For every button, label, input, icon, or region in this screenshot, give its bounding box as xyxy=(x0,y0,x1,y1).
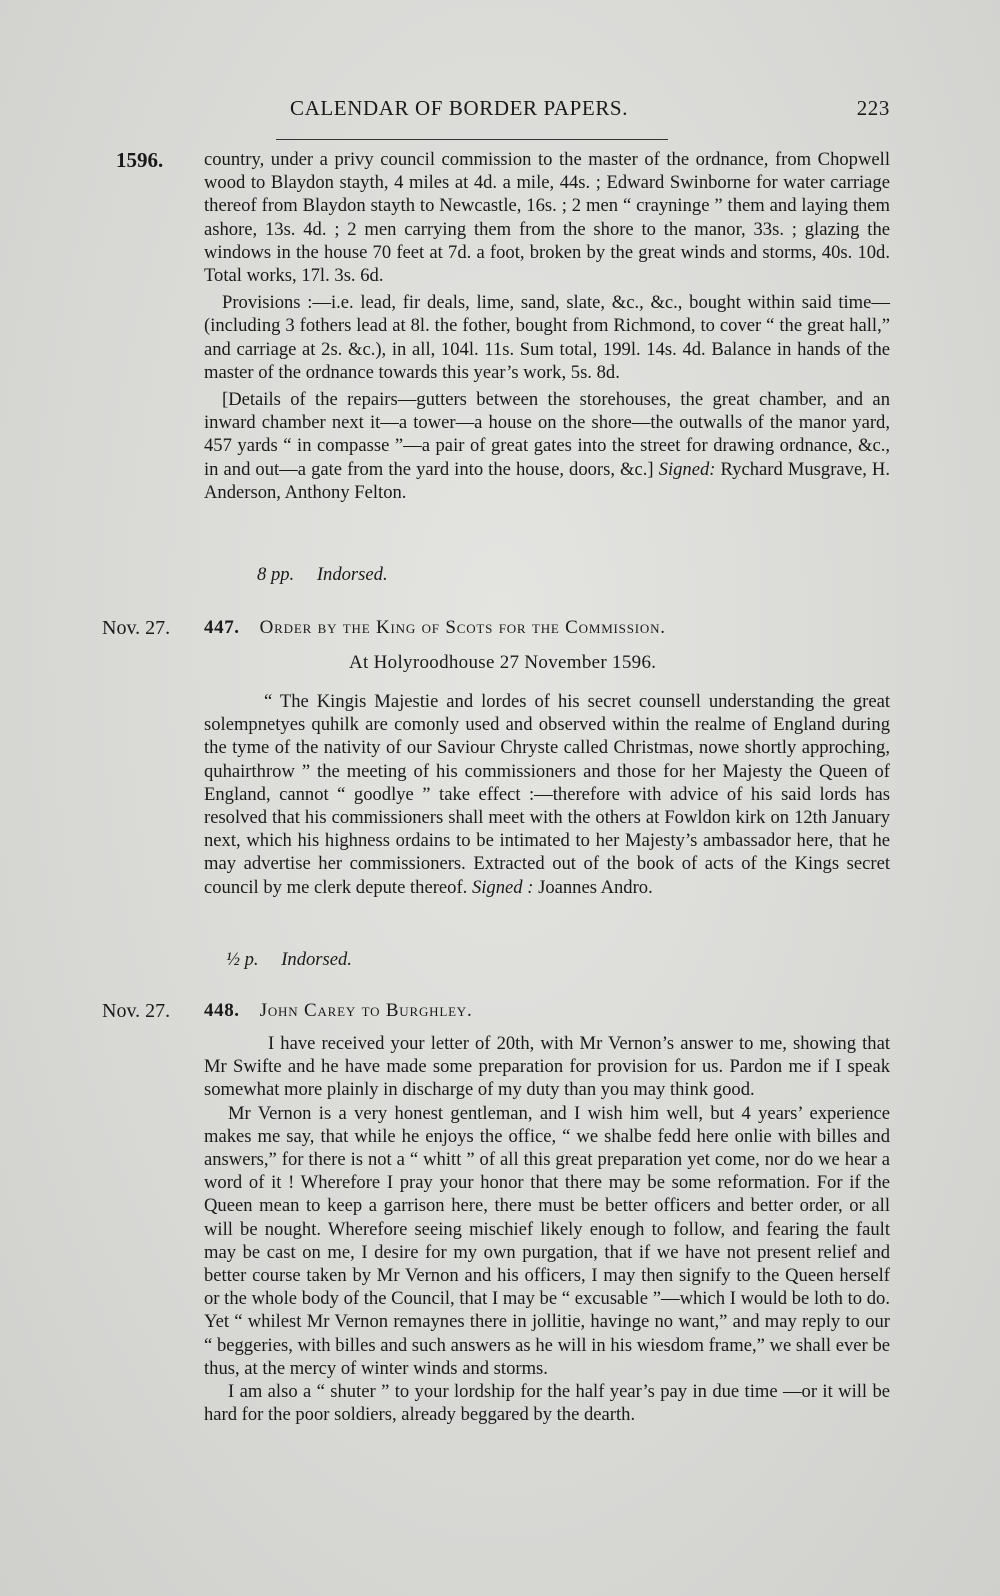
entry-date: Nov. 27. xyxy=(102,617,171,639)
details-text: [Details of the repairs—gutters between the storehouses, the great chamber, and an inward chamber next it—a tower—a house on the shore—the outwalls of the manor yard, 457 yards “ in compasse ”—a pair of great gates into the street for drawing ordnance, &c., in and out—a gate from the yard into the house, doors, &c.] xyxy=(204,389,890,480)
header-rule xyxy=(276,139,668,140)
paragraph: country, under a privy council commission to the master of the ordnance, from Chopwell wood to Blaydon stayth, 4 miles at 4d. a mile, 44s. ; Edward Swinborne for water carriage thereof from Blaydon stayth to Newcastle, 16s. ; 2 men “ crayninge ” them and laying them ashore, 13s. 4d. ; 2 men carrying them from the shore to the manor, 33s. ; glazing the windows in the house 70 feet at 7d. a foot, broken by the great winds and storms, 40s. 10d. Total works, 17l. 3s. 6d. xyxy=(204,149,890,287)
paragraph: Mr Vernon is a very honest gentleman, and I wish him well, but 4 years’ experience makes me say, that while he enjoys the office, “ we shalbe fedd here onlie with billes and answers,” for there is not a “ whitt ” of all this great preparation yet come, nor do we hear a word of it ! Wherefore I pray your honor that there may be some reformation. For if the Queen mean to keep a garrison here, there must be better officers and better order, or all will be nought. Wherefore seeing mischief likely enough to follow, and fearing the fault may be cast on me, I desire for my own purgation, that if we have not present relief and better course taken by Mr Vernon and his officers, I may then signify to the Queen herself or the whole body of the Council, that I may be “ excusable ”—which I would be loth to do. Yet “ whilest Mr Vernon remaynes there in jollitie, havinge no want,” and may reply to our “ beggeries, with billes and such answers as he will in his wiesdom frame,” we shall ever be thus, at the mercy of winter winds and storms. xyxy=(204,1102,890,1379)
page-number: 223 xyxy=(856,96,890,120)
entry-heading xyxy=(204,617,666,639)
entry-date: Nov. 27. xyxy=(102,1000,171,1022)
place-date-line: At Holyroodhouse 27 November 1596. xyxy=(349,652,657,673)
signed-label: Signed: xyxy=(658,458,716,480)
entry-heading xyxy=(204,1000,473,1022)
page-title: CALENDAR OF BORDER PAPERS. xyxy=(290,96,629,120)
signers: Rychard Musgrave, H. Anderson, Anthony Felton. xyxy=(204,458,890,503)
entry-number: 447. xyxy=(204,617,240,638)
page-count: 8 pp. xyxy=(257,564,295,585)
letter-text xyxy=(204,1032,890,1426)
entry-number: 448. xyxy=(204,1000,240,1021)
page-count: ½ p. xyxy=(226,949,259,970)
paragraph: I have received your letter of 20th, with Mr Vernon’s answer to me, showing that Mr Swifte and he have made some preparation for provision for us. Pardon me if I speak somewhat more plainly in discharge of my duty than you may think good. xyxy=(204,1033,890,1101)
order-text xyxy=(204,690,890,899)
repairs-account xyxy=(204,148,890,504)
paragraph xyxy=(204,690,890,899)
paragraph: I am also a “ shuter ” to your lordship for the half year’s pay in due time —or it will be hard for the poor soldiers, already beggared by the dearth. xyxy=(204,1381,890,1426)
signed-label: Signed : xyxy=(471,876,534,898)
paragraph xyxy=(204,388,890,504)
entry-title: John Carey to Burghley. xyxy=(259,1000,473,1021)
paragraph: Provisions :—i.e. lead, fir deals, lime, sand, slate, &c., &c., bought within said time—(including 3 fothers lead at 8l. the fother, bought from Richmond, to cover “ the great hall,” and carriage at 2s. &c.), in all, 104l. 11s. Sum total, 199l. 14s. 4d. Balance in hands of the master of the ordnance towards this year’s work, 5s. 8d. xyxy=(204,292,890,383)
signer: Joannes Andro. xyxy=(538,876,653,898)
document-note xyxy=(226,949,352,971)
document-note xyxy=(257,564,388,586)
margin-year: 1596. xyxy=(116,148,164,172)
entry-title: Order by the King of Scots for the Commission. xyxy=(259,617,666,638)
order-body: “ The Kingis Majestie and lordes of his secret counsell understanding the great solempnetyes quhilk are comonly used and observed within the realme of England during the tyme of the nativity of our Saviour Chryste called Christmas, nowe shortly approching, quhairthrow ” the meeting of his commissioners and those for her Majesty the Queen of England, cannot “ goodlye ” take effect :—therefore with advice of his said lords has resolved that his commissioners shall meet with the others at Fowldon kirk on 12th January next, which his highness ordains to be intimated to her Majesty’s ambassador here, that he may advertise her commissioners. Extracted out of the book of acts of the Kings secret council by me clerk depute thereof. xyxy=(204,691,890,898)
indorsed-note: Indorsed. xyxy=(316,564,388,585)
indorsed-note: Indorsed. xyxy=(281,949,352,970)
